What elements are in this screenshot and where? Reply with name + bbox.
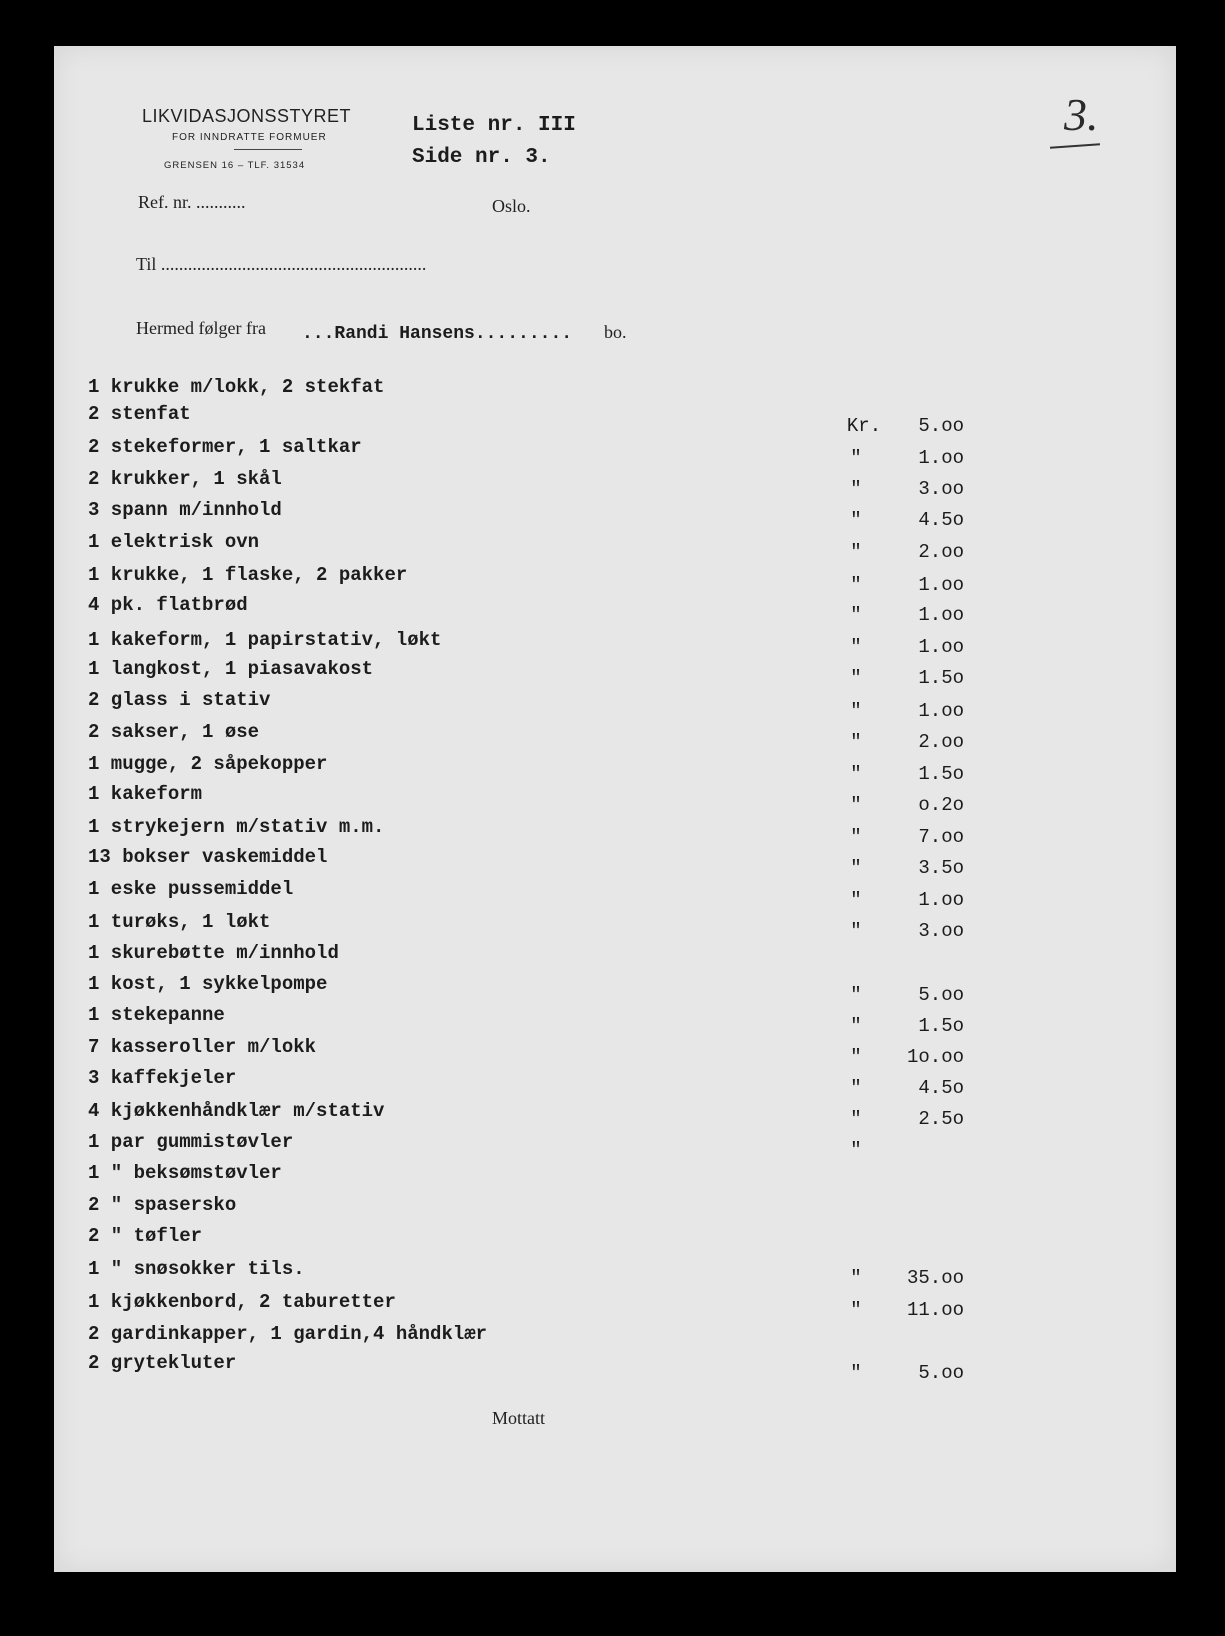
item-description: 2 " tøfler xyxy=(88,1225,203,1247)
item-currency-mark: " xyxy=(850,1046,862,1068)
item-amount: 3.5o xyxy=(918,857,964,879)
item-amount: 3.oo xyxy=(918,478,964,500)
item-currency-mark: " xyxy=(850,636,862,658)
org-name: LIKVIDASJONSSTYRET xyxy=(142,106,352,126)
item-currency-mark: " xyxy=(850,826,862,848)
item-description: 4 pk. flatbrød xyxy=(88,594,248,616)
item-currency-mark: " xyxy=(850,889,862,911)
item-amount: 5.oo xyxy=(918,1362,964,1384)
item-description: 2 grytekluter xyxy=(88,1352,237,1374)
item-description: 1 skurebøtte m/innhold xyxy=(88,942,339,964)
item-description: 7 kasseroller m/lokk xyxy=(88,1036,317,1058)
item-currency-mark: " xyxy=(850,857,862,879)
item-amount: 1.oo xyxy=(918,604,964,626)
item-description: 1 krukke, 1 flaske, 2 pakker xyxy=(88,564,408,586)
item-description: 1 strykejern m/stativ m.m. xyxy=(88,816,385,838)
handwritten-page-number: 3. xyxy=(1064,89,1099,140)
item-currency-mark: " xyxy=(850,447,862,469)
item-description: 1 stekepanne xyxy=(88,1004,225,1026)
item-description: 1 par gummistøvler xyxy=(88,1131,294,1153)
item-description: 2 krukker, 1 skål xyxy=(88,468,282,490)
item-description: 2 stenfat xyxy=(88,403,191,425)
org-subtitle: FOR INNDRATTE FORMUER xyxy=(172,132,327,143)
letterhead-divider xyxy=(234,149,302,150)
page-number-underline xyxy=(1050,143,1100,148)
document-page xyxy=(54,46,1176,1572)
item-currency-mark: " xyxy=(850,509,862,531)
item-amount: 4.5o xyxy=(918,509,964,531)
item-amount: 1.oo xyxy=(918,447,964,469)
item-amount: 2.oo xyxy=(918,731,964,753)
item-amount: 11.oo xyxy=(906,1299,964,1321)
sender-name: ...Randi Hansens......... xyxy=(302,324,573,344)
item-currency-mark: " xyxy=(850,984,862,1006)
item-amount: 1.oo xyxy=(918,700,964,722)
item-amount: 1.5o xyxy=(918,1015,964,1037)
item-currency-mark: " xyxy=(850,920,862,942)
item-description: 1 " beksømstøvler xyxy=(88,1162,282,1184)
item-amount: 1.oo xyxy=(918,574,964,596)
til-field: Til ........................................................... xyxy=(136,254,427,274)
item-amount: 7.oo xyxy=(918,826,964,848)
item-currency-mark: " xyxy=(850,1077,862,1099)
item-currency-mark: " xyxy=(850,604,862,626)
item-currency-mark: " xyxy=(850,794,862,816)
item-description: 1 mugge, 2 såpekopper xyxy=(88,753,328,775)
item-amount: 1.5o xyxy=(918,763,964,785)
item-currency-mark: " xyxy=(850,1299,862,1321)
item-amount: 3.oo xyxy=(918,920,964,942)
item-amount: 5.oo xyxy=(918,415,964,437)
item-description: 1 turøks, 1 løkt xyxy=(88,911,271,933)
item-amount: 35.oo xyxy=(906,1267,964,1289)
hermed-label: Hermed følger fra xyxy=(136,318,266,338)
item-amount: o.2o xyxy=(918,794,964,816)
item-amount: 1o.oo xyxy=(906,1046,964,1068)
item-description: 1 kakeform, 1 papirstativ, løkt xyxy=(88,629,442,651)
item-currency-mark: " xyxy=(850,763,862,785)
item-description: 1 eske pussemiddel xyxy=(88,878,294,900)
item-description: 1 kost, 1 sykkelpompe xyxy=(88,973,328,995)
item-currency-mark: " xyxy=(850,574,862,596)
item-description: 1 kakeform xyxy=(88,783,203,805)
item-description: 2 glass i stativ xyxy=(88,689,271,711)
oslo-label: Oslo. xyxy=(492,196,531,216)
item-amount: 1.oo xyxy=(918,636,964,658)
item-description: 4 kjøkkenhåndklær m/stativ xyxy=(88,1100,385,1122)
item-currency-mark: " xyxy=(850,478,862,500)
item-amount: 2.5o xyxy=(918,1108,964,1130)
item-currency-mark: " xyxy=(850,1362,862,1384)
item-currency-mark: " xyxy=(850,731,862,753)
item-description: 1 krukke m/lokk, 2 stekfat xyxy=(88,376,385,398)
item-currency-mark: " xyxy=(850,541,862,563)
item-description: 1 kjøkkenbord, 2 taburetter xyxy=(88,1291,396,1313)
page-side: Side nr. 3. xyxy=(412,146,551,169)
item-currency-mark: " xyxy=(850,1267,862,1289)
item-description: 1 langkost, 1 piasavakost xyxy=(88,658,374,680)
item-amount: 1.5o xyxy=(918,667,964,689)
item-currency-mark: " xyxy=(850,1108,862,1130)
list-number: Liste nr. III xyxy=(412,114,576,137)
mottatt-label: Mottatt xyxy=(492,1408,545,1428)
item-description: 1 " snøsokker tils. xyxy=(88,1258,305,1280)
item-description: 1 elektrisk ovn xyxy=(88,531,260,553)
item-description: 3 kaffekjeler xyxy=(88,1067,237,1089)
item-amount: 5.oo xyxy=(918,984,964,1006)
ref-number: Ref. nr. ........... xyxy=(138,192,246,212)
item-currency-mark: " xyxy=(850,667,862,689)
bo-label: bo. xyxy=(604,322,627,342)
item-currency-mark: " xyxy=(850,1139,862,1161)
item-description: 2 gardinkapper, 1 gardin,4 håndklær xyxy=(88,1323,488,1345)
item-description: 2 " spasersko xyxy=(88,1194,237,1216)
item-description: 13 bokser vaskemiddel xyxy=(88,846,328,868)
item-currency-mark: " xyxy=(850,700,862,722)
item-amount: 4.5o xyxy=(918,1077,964,1099)
org-address: GRENSEN 16 – TLF. 31534 xyxy=(164,160,306,171)
item-currency-mark: " xyxy=(850,1015,862,1037)
item-amount: 2.oo xyxy=(918,541,964,563)
item-currency-mark: Kr. xyxy=(846,415,882,437)
item-description: 3 spann m/innhold xyxy=(88,499,282,521)
item-description: 2 stekeformer, 1 saltkar xyxy=(88,436,362,458)
item-amount: 1.oo xyxy=(918,889,964,911)
item-description: 2 sakser, 1 øse xyxy=(88,721,260,743)
